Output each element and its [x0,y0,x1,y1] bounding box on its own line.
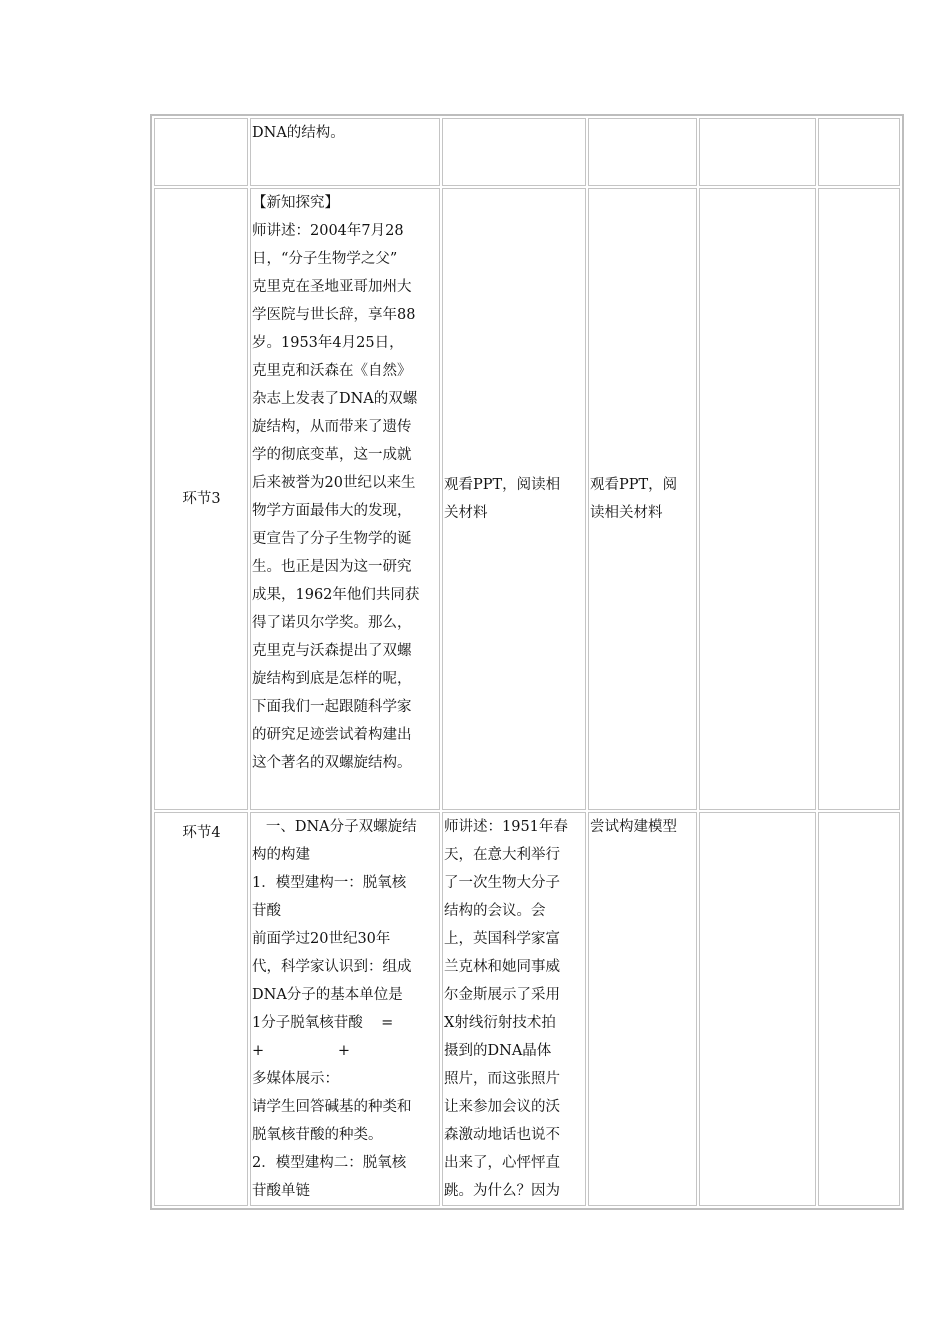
empty-cell [818,118,900,186]
student-activity-cell [442,118,586,186]
teacher-activity-cell: DNA的结构。 [250,118,440,186]
intent-cell: 尝试构建模型 [588,812,697,1206]
empty-cell [699,812,816,1206]
table-row [154,812,900,1206]
empty-cell [818,812,900,1206]
student-activity-cell: 师讲述：1951年春 天，在意大利举行 了一次生物大分子 结构的会议。会 上，英国科学家富 兰克林和她同事威 尔金斯展示了采用 X射线衍射技术拍 摄到的DNA晶体 照片，而这张照片 让来参加会议的沃 森激动地话也说不 出来了，心怦怦直 跳。为什么？因为 [442,812,586,1206]
table-row [154,118,900,186]
student-activity-cell: 观看PPT，阅读相 关材料 [442,188,586,810]
empty-cell [699,188,816,810]
stage-label-cell [154,118,248,186]
empty-cell [818,188,900,810]
teacher-activity-cell: 【新知探究】 师讲述：2004年7月28 日，“分子生物学之父” 克里克在圣地亚哥加州大 学医院与世长辞，享年88 岁。1953年4月25日， 克里克和沃森在《自然》 杂志上发表了DNA的双螺 旋结构，从而带来了遗传 学的彻底变革，这一成就 后来被誉为20世纪以来生 物学方面最伟大的发现， 更宣告了分子生物学的诞 生。也正是因为这一研究 成果，1962年他们共同获 得了诺贝尔学奖。那么， 克里克与沃森提出了双螺 旋结构到底是怎样的呢， 下面我们一起跟随科学家 的研究足迹尝试着构建出 这个著名的双螺旋结构。 [250,188,440,810]
intent-cell [588,118,697,186]
stage-label-cell: 环节3 [154,188,248,810]
intent-cell: 观看PPT，阅 读相关材料 [588,188,697,810]
empty-cell [699,118,816,186]
lesson-plan-table [150,114,904,1210]
stage-label-cell: 环节4 [154,812,248,1206]
table-row [154,188,900,810]
teacher-activity-cell: 一、DNA分子双螺旋结 构的构建 1．模型建构一：脱氧核 苷酸 前面学过20世纪30年 代，科学家认识到：组成 DNA分子的基本单位是 1分子脱氧核苷酸 = + + 多媒体展示： 请学生回答碱基的种类和 脱氧核苷酸的种类。 2．模型建构二：脱氧核 苷酸单链 [250,812,440,1206]
